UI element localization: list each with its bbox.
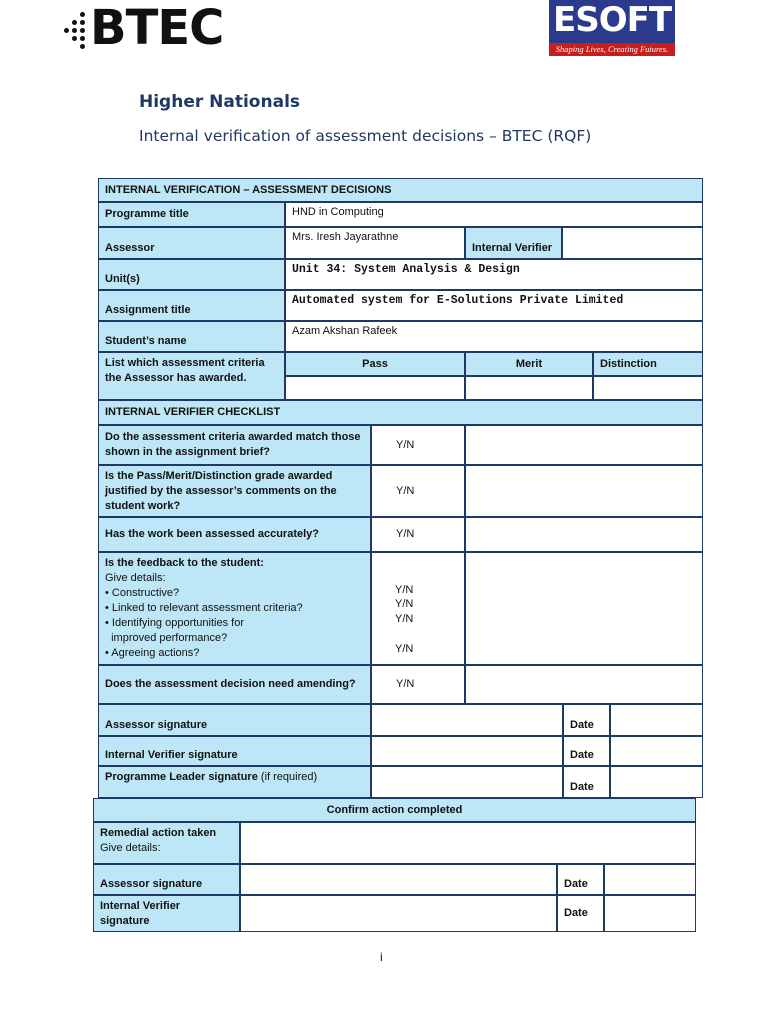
confirm-assessor-date-field[interactable] — [604, 864, 696, 895]
checklist-q2: Is the Pass/Merit/Distinction grade awarded justified by the assessor’s comments on the student work? — [98, 465, 371, 517]
feedback-item: improved performance? — [105, 632, 228, 644]
checklist-q4-give-details: Give details: — [105, 572, 166, 584]
checklist-q1: Do the assessment criteria awarded match those shown in the assignment brief? — [98, 425, 371, 465]
student-name-label: Student’s name — [98, 321, 285, 352]
checklist-q4-yn-linked[interactable]: Y/N — [395, 598, 414, 610]
btec-logo — [60, 0, 224, 58]
iv-signature-field[interactable] — [371, 736, 563, 766]
assessor-signature-date-field[interactable] — [610, 704, 703, 736]
pl-signature-field[interactable] — [371, 766, 563, 798]
checklist-q5: Does the assessment decision need amending? — [98, 665, 371, 704]
confirm-assessor-date-label: Date — [557, 864, 604, 895]
iv-signature-date-field[interactable] — [610, 736, 703, 766]
checklist-q3: Has the work been assessed accurately? — [98, 517, 371, 552]
grade-distinction-field[interactable] — [593, 376, 703, 400]
remedial-action-field[interactable] — [240, 822, 696, 864]
remedial-action-label — [93, 822, 240, 864]
confirm-iv-signature-line2: signature — [100, 915, 150, 927]
section-header-assessment: INTERNAL VERIFICATION – ASSESSMENT DECISIONS — [98, 178, 703, 202]
page-title: Higher Nationals — [139, 92, 301, 112]
btec-dots-icon — [60, 12, 90, 56]
confirm-assessor-signature-label: Assessor signature — [93, 864, 240, 895]
checklist-q2-yn[interactable]: Y/N — [371, 465, 465, 517]
checklist-q3-comment[interactable] — [465, 517, 703, 552]
checklist-q4-yn-opportunities[interactable]: Y/N — [395, 613, 414, 625]
checklist-q3-yn[interactable]: Y/N — [371, 517, 465, 552]
confirm-iv-signature-label — [93, 895, 240, 932]
assessor-label: Assessor — [98, 227, 285, 259]
internal-verifier-field[interactable] — [562, 227, 703, 259]
feedback-item: • Constructive? — [105, 587, 180, 599]
pl-signature-date-field[interactable] — [610, 766, 703, 798]
checklist-q4-yn-agreeing[interactable]: Y/N — [395, 643, 414, 655]
checklist-q4-title: Is the feedback to the student: — [105, 557, 264, 569]
confirm-iv-signature-line1: Internal Verifier — [100, 900, 181, 912]
checklist-q4-yn-constructive[interactable]: Y/N — [395, 584, 414, 596]
checklist-q1-yn[interactable]: Y/N — [371, 425, 465, 465]
checklist-q4-yn-group — [371, 552, 465, 665]
feedback-item: • Agreeing actions? — [105, 647, 200, 659]
assignment-title-field[interactable]: Automated system for E-Solutions Private Limited — [285, 290, 703, 321]
criteria-label: List which assessment criteria the Assessor has awarded. — [98, 352, 285, 400]
checklist-q4-comment[interactable] — [465, 552, 703, 665]
units-label: Unit(s) — [98, 259, 285, 290]
assignment-title-label: Assignment title — [98, 290, 285, 321]
remedial-action-title: Remedial action taken — [100, 827, 217, 839]
programme-title-label: Programme title — [98, 202, 285, 227]
grade-merit-field[interactable] — [465, 376, 593, 400]
internal-verifier-label: Internal Verifier — [465, 227, 562, 259]
checklist-q4 — [98, 552, 371, 665]
pl-signature-label — [98, 766, 371, 798]
programme-title-field[interactable]: HND in Computing — [285, 202, 703, 227]
checklist-q5-comment[interactable] — [465, 665, 703, 704]
esoft-logo-text: ESOFT — [553, 0, 672, 40]
feedback-item: • Identifying opportunities for — [105, 617, 244, 629]
feedback-criteria-list — [105, 586, 364, 661]
iv-signature-date-label: Date — [563, 736, 610, 766]
esoft-tagline: Shaping Lives, Creating Futures. — [549, 43, 675, 56]
pl-signature-date-label: Date — [563, 766, 610, 798]
grade-distinction-header: Distinction — [593, 352, 703, 376]
pl-signature-label-text: Programme Leader signature — [105, 771, 258, 783]
confirm-action-header: Confirm action completed — [93, 798, 696, 822]
assessor-signature-date-label: Date — [563, 704, 610, 736]
section-header-checklist: INTERNAL VERIFIER CHECKLIST — [98, 400, 703, 425]
student-name-field[interactable]: Azam Akshan Rafeek — [285, 321, 703, 352]
checklist-q1-comment[interactable] — [465, 425, 703, 465]
grade-merit-header: Merit — [465, 352, 593, 376]
assessor-signature-label: Assessor signature — [98, 704, 371, 736]
assessor-field[interactable]: Mrs. Iresh Jayarathne — [285, 227, 465, 259]
grade-pass-field[interactable] — [285, 376, 465, 400]
esoft-logo — [549, 0, 675, 56]
feedback-item: • Linked to relevant assessment criteria? — [105, 602, 303, 614]
iv-signature-label: Internal Verifier signature — [98, 736, 371, 766]
checklist-q5-yn[interactable]: Y/N — [371, 665, 465, 704]
confirm-iv-signature-field[interactable] — [240, 895, 557, 932]
page-subtitle: Internal verification of assessment decisions – BTEC (RQF) — [139, 127, 592, 145]
confirm-assessor-signature-field[interactable] — [240, 864, 557, 895]
confirm-iv-date-label: Date — [557, 895, 604, 932]
assessor-signature-field[interactable] — [371, 704, 563, 736]
remedial-give-details: Give details: — [100, 842, 161, 854]
confirm-iv-date-field[interactable] — [604, 895, 696, 932]
btec-logo-text: BTEC — [90, 0, 224, 56]
pl-signature-if-required: (if required) — [260, 771, 318, 783]
grade-pass-header: Pass — [285, 352, 465, 376]
page-number: i — [380, 950, 383, 964]
units-field[interactable]: Unit 34: System Analysis & Design — [285, 259, 703, 290]
checklist-q2-comment[interactable] — [465, 465, 703, 517]
